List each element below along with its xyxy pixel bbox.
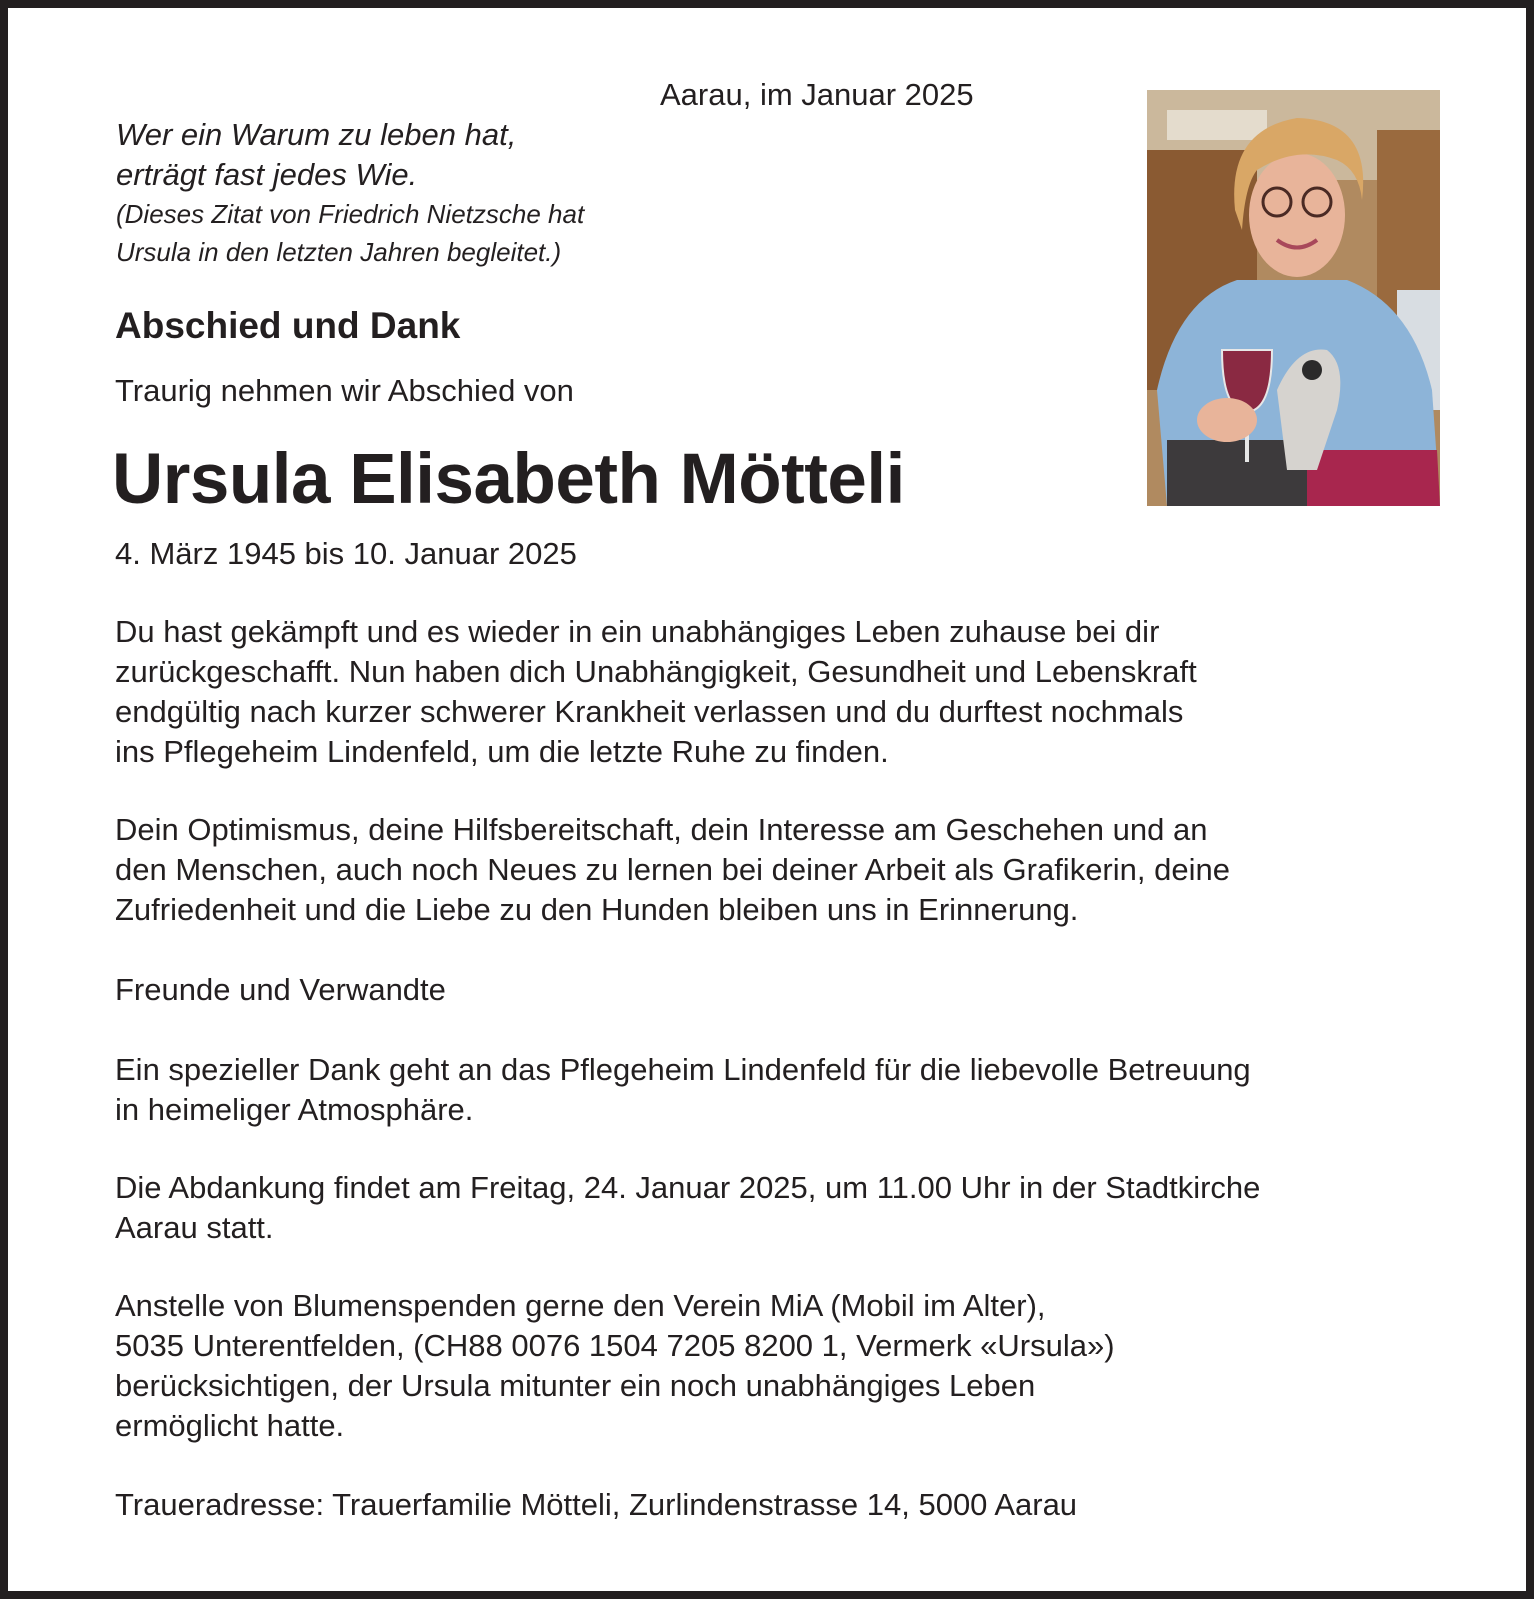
heading: Abschied und Dank [115,305,461,346]
text-line: Ein spezieller Dank geht an das Pflegeheim Lindenfeld für die liebevolle Betreuung [115,1052,1251,1087]
text-line: ins Pflegeheim Lindenfeld, um die letzte Ruhe zu finden. [115,734,889,769]
nietzsche-quote [116,115,584,271]
quote-line-1: Wer ein Warum zu leben hat, [116,117,517,152]
place-date: Aarau, im Januar 2025 [660,77,974,112]
text-line: Traueradresse: Trauerfamilie Mötteli, Zurlindenstrasse 14, 5000 Aarau [115,1487,1078,1522]
intro-text: Traurig nehmen wir Abschied von [115,373,574,408]
text-line: Die Abdankung findet am Freitag, 24. Januar 2025, um 11.00 Uhr in der Stadtkirche [115,1170,1261,1205]
paragraph-ceremony [115,1168,1455,1248]
text-line: ermöglicht hatte. [115,1408,345,1443]
photo-dog-patch [1302,360,1322,380]
text-line: Aarau statt. [115,1210,274,1245]
text-line: Du hast gekämpft und es wieder in ein unabhängiges Leben zuhause bei dir [115,614,1160,649]
text-line: Freunde und Verwandte [115,972,446,1007]
text-line: in heimeliger Atmosphäre. [115,1092,474,1127]
text-line: berücksichtigen, der Ursula mitunter ein noch unabhängiges Leben [115,1368,1036,1403]
signature-line [115,970,1455,1010]
quote-line-2: erträgt fast jedes Wie. [116,157,418,192]
quote-note-1: (Dieses Zitat von Friedrich Nietzsche hat [116,199,585,229]
text-line: zurückgeschafft. Nun haben dich Unabhängigkeit, Gesundheit und Lebenskraft [115,654,1197,689]
mourning-address [115,1485,1455,1525]
life-dates: 4. März 1945 bis 10. Januar 2025 [115,536,577,571]
portrait-photo [1147,90,1440,506]
paragraph-donations [115,1286,1455,1446]
quote-note-2: Ursula in den letzten Jahren begleitet.) [116,237,562,267]
text-line: 5035 Unterentfelden, (CH88 0076 1504 7205 8200 1, Vermerk «Ursula») [115,1328,1115,1363]
photo-face [1249,153,1345,277]
text-line: Anstelle von Blumenspenden gerne den Verein MiA (Mobil im Alter), [115,1288,1046,1323]
text-line: Dein Optimismus, deine Hilfsbereitschaft, dein Interesse am Geschehen und an [115,812,1208,847]
text-line: Zufriedenheit und die Liebe zu den Hunden bleiben uns in Erinnerung. [115,892,1079,927]
text-line: endgültig nach kurzer schwerer Krankheit verlassen und du durftest nochmals [115,694,1184,729]
paragraph-thanks [115,1050,1455,1130]
photo-shelf-items [1167,110,1267,140]
paragraph-farewell [115,612,1455,772]
paragraph-memories [115,810,1455,930]
photo-hand [1197,398,1257,442]
text-line: den Menschen, auch noch Neues zu lernen bei deiner Arbeit als Grafikerin, deine [115,852,1230,887]
deceased-name: Ursula Elisabeth Mötteli [112,440,905,519]
